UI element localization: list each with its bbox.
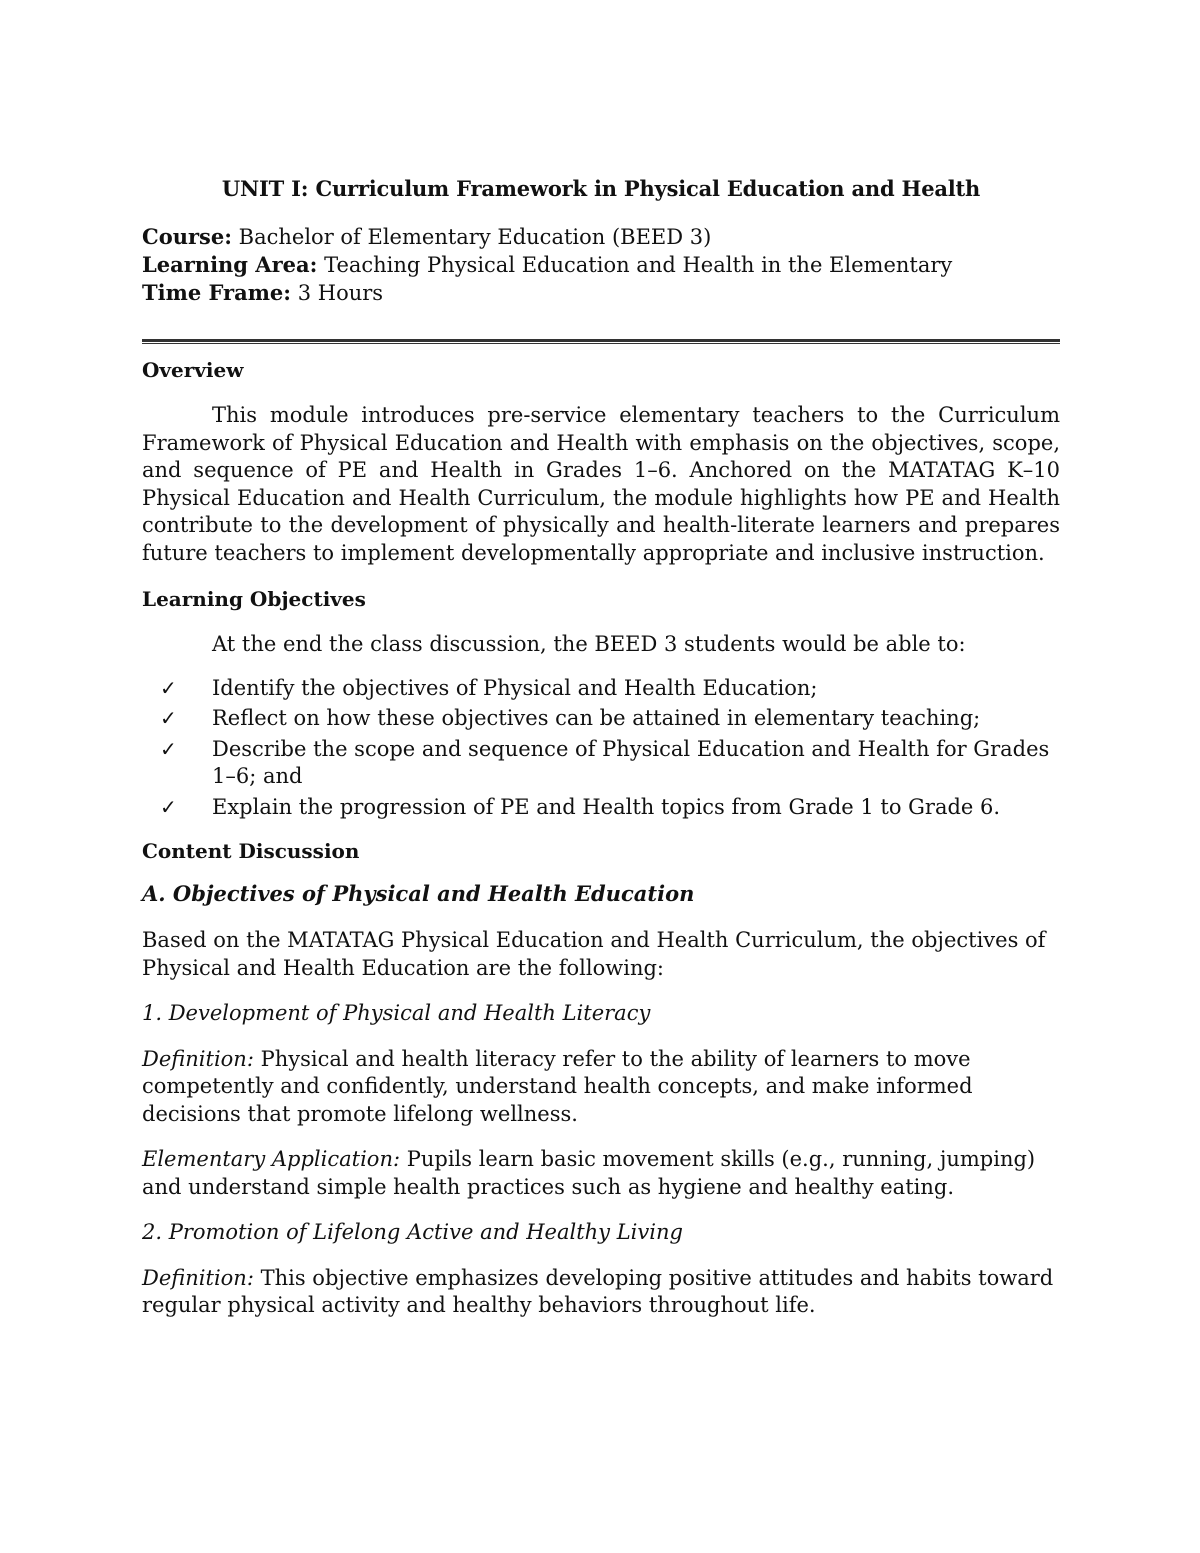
application-text: Pupils learn basic movement skills (e.g., running, jumping) and understand simple health practices such as hygiene and healthy eating. (142, 1147, 1036, 1199)
list-item (142, 705, 1060, 733)
document-page (142, 176, 1060, 1320)
learning-area-value: Teaching Physical Education and Health in the Elementary (317, 253, 953, 277)
course-line (142, 223, 1060, 251)
objective-1-application (142, 1146, 1060, 1201)
objective-2-definition (142, 1265, 1060, 1320)
course-label: Course: (142, 224, 232, 249)
checkmark-icon: ✓ (160, 706, 177, 730)
list-item (142, 794, 1060, 822)
overview-paragraph: This module introduces pre-service elementary teachers to the Curriculum Framework of Physical Education and Health with emphasis on the objectives, scope, and sequence of PE and Health in Grades 1–6. Anchored on the MATATAG K–10 Physical Education and Health Curriculum, the module highlights how PE and Health contribute to the development of physically and health-literate learners and prepares future teachers to implement developmentally appropriate and inclusive instruction. (142, 403, 1060, 565)
section-a-heading: A. Objectives of Physical and Health Education (142, 881, 695, 906)
checkmark-icon: ✓ (160, 736, 177, 761)
learning-area-label: Learning Area: (142, 252, 318, 277)
definition-text: This objective emphasizes developing positive attitudes and habits toward regular physical activity and healthy behaviors throughout life. (142, 1265, 1054, 1317)
objective-text: Describe the scope and sequence of Physical Education and Health for Grades 1–6; and (212, 736, 1050, 788)
objectives-intro: At the end the class discussion, the BEED 3 students would be able to: (212, 632, 966, 656)
content-discussion-heading: Content Discussion (142, 839, 360, 863)
definition-text: Physical and health literacy refer to the ability of learners to move competently and confidently, understand health concepts, and make informed decisions that promote lifelong wellness. (142, 1046, 973, 1126)
objective-text: Reflect on how these objectives can be attained in elementary teaching; (212, 706, 981, 730)
checkmark-icon: ✓ (160, 794, 177, 819)
time-frame-line (142, 279, 1060, 307)
course-value: Bachelor of Elementary Education (BEED 3) (232, 225, 712, 249)
objective-1-title: 1. Development of Physical and Health Literacy (142, 1001, 651, 1025)
definition-label: Definition: (142, 1265, 254, 1290)
time-frame-label: Time Frame: (142, 280, 292, 305)
list-item (142, 736, 1060, 791)
section-a-intro: Based on the MATATAG Physical Education and Health Curriculum, the objectives of Physical and Health Education are the following: (142, 928, 1046, 980)
application-label: Elementary Application: (142, 1147, 401, 1171)
overview-heading: Overview (142, 358, 244, 382)
definition-label: Definition: (142, 1046, 254, 1071)
document-title: UNIT I: Curriculum Framework in Physical Education and Health (221, 176, 981, 201)
learning-objectives-heading: Learning Objectives (142, 587, 366, 611)
objective-1-definition (142, 1046, 1060, 1129)
objective-2-title: 2. Promotion of Lifelong Active and Healthy Living (142, 1220, 683, 1244)
objective-text: Explain the progression of PE and Health topics from Grade 1 to Grade 6. (212, 794, 1001, 819)
objectives-list (142, 675, 1060, 822)
checkmark-icon: ✓ (160, 675, 177, 700)
objective-text: Identify the objectives of Physical and Health Education; (212, 675, 818, 700)
time-frame-value: 3 Hours (291, 281, 384, 305)
learning-area-line (142, 251, 1060, 279)
list-item (142, 675, 1060, 703)
header-divider (142, 339, 1060, 344)
